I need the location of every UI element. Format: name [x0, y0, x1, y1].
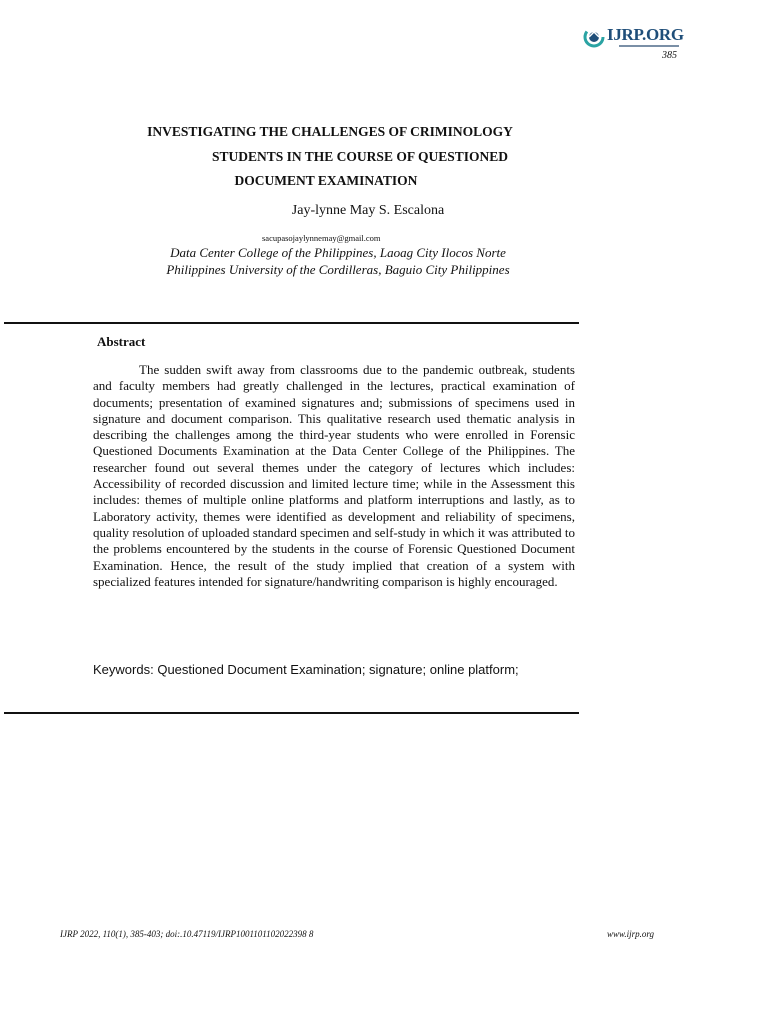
keywords-line: [93, 662, 519, 677]
keywords-label: Keywords:: [93, 662, 154, 677]
footer-website[interactable]: www.ijrp.org: [607, 929, 655, 939]
bottom-divider: [4, 712, 579, 714]
paper-title: [100, 120, 648, 194]
journal-logo: [583, 24, 693, 52]
logo-tagline: [619, 45, 679, 47]
title-line: INVESTIGATING THE CHALLENGES OF CRIMINOLOGY: [147, 124, 513, 139]
author-email[interactable]: sacupasojaylynnemay@gmail.com: [262, 233, 381, 243]
author-name: Jay-lynne May S. Escalona: [291, 203, 445, 218]
keywords-value: Questioned Document Examination; signature; online platform;: [157, 662, 519, 677]
ijrp-emblem-icon: [583, 26, 605, 48]
abstract-heading: Abstract: [97, 334, 146, 349]
affiliation-line: Data Center College of the Philippines, Laoag City Ilocos Norte: [170, 245, 506, 260]
title-line: DOCUMENT EXAMINATION: [234, 173, 418, 188]
page-number: 385: [662, 50, 677, 61]
top-divider: [4, 322, 579, 324]
affiliation-line: Philippines University of the Cordilleras, Baguio City Philippines: [166, 261, 510, 277]
logo-text: IJRP.ORG: [607, 25, 684, 44]
footer-citation: IJRP 2022, 110(1), 385-403; doi:.10.47119/IJRP1001101102022398 8: [60, 929, 314, 939]
abstract-body: The sudden swift away from classrooms due to the pandemic outbreak, students and faculty members had greatly challenged in the lectures, practical examination of documents; presentation of examined signatures and; submissions of specimens used in signature and document comparison. This qualitative research used thematic analysis in describing the challenges among the third-year students who were enrolled in Forensic Questioned Documents Examination at the Data Center College of the Philippines. The researcher found out several themes under the category of lectures which includes: Accessibility of recorded discussion and limited lecture time; while in the Assessment this includes: themes of multiple online platforms and platform interruptions and lastly, as to Laboratory activity, themes were identified as development and reliability of specimens, quality resolution of uploaded standard specimen and self-study in which it was attributed to the problems encountered by the students in the course of Forensic Questioned Document Examination. Hence, the result of the study implied that creation of a system with specialized features intended for signature/handwriting comparison is highly encouraged.: [93, 362, 575, 589]
title-line: STUDENTS IN THE COURSE OF QUESTIONED: [212, 148, 508, 164]
author-affiliations: [100, 245, 576, 278]
